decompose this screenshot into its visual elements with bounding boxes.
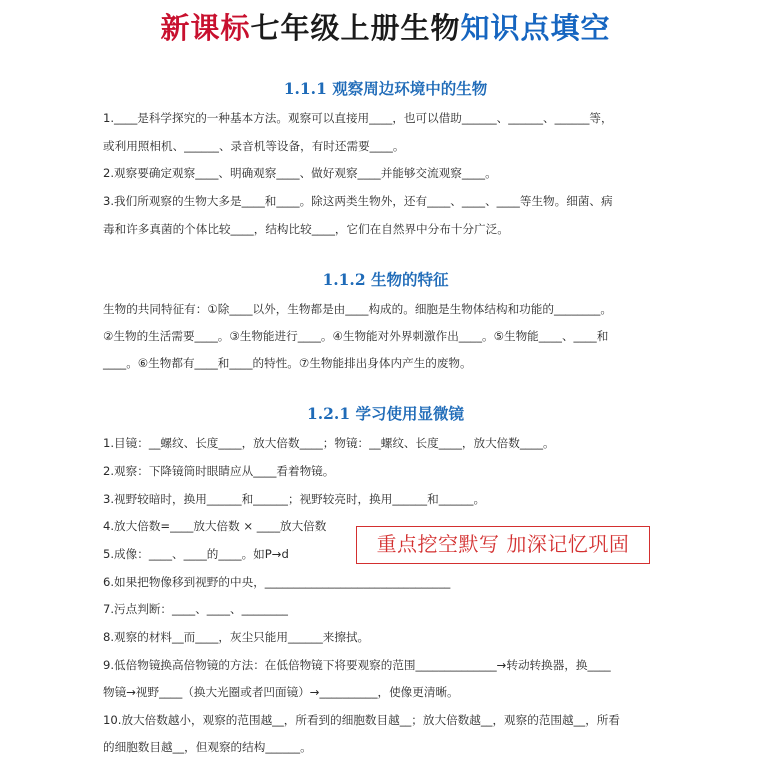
- text-line: ____。⑥生物都有____和____的特性。⑦生物能排出身体内产生的废物。: [103, 356, 472, 370]
- text-line: 3.视野较暗时，换用______和______；视野较亮时，换用______和______。: [103, 492, 486, 506]
- section-heading-1-1-1: 1.1.1 观察周边环境中的生物: [283, 79, 488, 98]
- text-line: 3.我们所观察的生物大多是____和____。除这两类生物外，还有____、____、____等生物。细菌、病: [103, 194, 613, 208]
- text-line: 生物的共同特征有：①除____以外，生物都是由____构成的。细胞是生物体结构和功能的________。: [103, 302, 612, 316]
- text-line: 2.观察要确定观察____、明确观察____、做好观察____并能够交流观察____。: [103, 166, 497, 180]
- text-line: 2.观察：下降镜筒时眼睛应从____看着物镜。: [103, 464, 335, 478]
- text-line: 5.成像：____、____的____。如P→d: [103, 547, 289, 561]
- text-line: 10.放大倍数越小，观察的范围越__，所看到的细胞数目越__；放大倍数越__，观察的范围越__，所看: [103, 713, 620, 727]
- text-line: 1.____是科学探究的一种基本方法。观察可以直接用____，也可以借助______、______、______等，: [103, 111, 613, 125]
- highlight-stamp: 重点挖空默写 加深记忆巩固: [356, 526, 650, 564]
- text-line: 或利用照相机、______、录音机等设备，有时还需要____。: [103, 139, 405, 153]
- text-line: 的细胞数目越__，但观察的结构______。: [103, 740, 312, 754]
- text-line: ②生物的生活需要____。③生物能进行____。④生物能对外界刺激作出____。⑤生物能____、____和: [103, 329, 609, 343]
- title-part-1: 新课标: [160, 11, 251, 45]
- text-line: 4.放大倍数=____放大倍数 × ____放大倍数: [103, 519, 327, 533]
- title-part-2: 七年级上册生物: [250, 11, 461, 45]
- section-heading-1-1-2: 1.1.2 生物的特征: [322, 270, 449, 289]
- page-title: [0, 6, 771, 47]
- text-line: 1.目镜：__螺纹、长度____，放大倍数____；物镜：__螺纹、长度____，放大倍数____。: [103, 436, 555, 450]
- text-line: 物镜→视野____（换大光圈或者凹面镜）→__________，使像更清晰。: [103, 685, 459, 699]
- text-line: 毒和许多真菌的个体比较____，结构比较____，它们在自然界中分布十分广泛。: [103, 222, 509, 236]
- text-line: 7.污点判断：____、____、________: [103, 602, 288, 616]
- text-line: 6.如果把物像移到视野的中央，________________________________: [103, 575, 451, 589]
- title-part-3: 知识点填空: [460, 11, 611, 45]
- section-heading-1-2-1: 1.2.1 学习使用显微镜: [306, 404, 465, 423]
- text-line: 9.低倍物镜换高倍物镜的方法：在低倍物镜下将要观察的范围______________→转动转换器，换____: [103, 658, 611, 672]
- text-line: 8.观察的材料__而____，灰尘只能用______来擦拭。: [103, 630, 370, 644]
